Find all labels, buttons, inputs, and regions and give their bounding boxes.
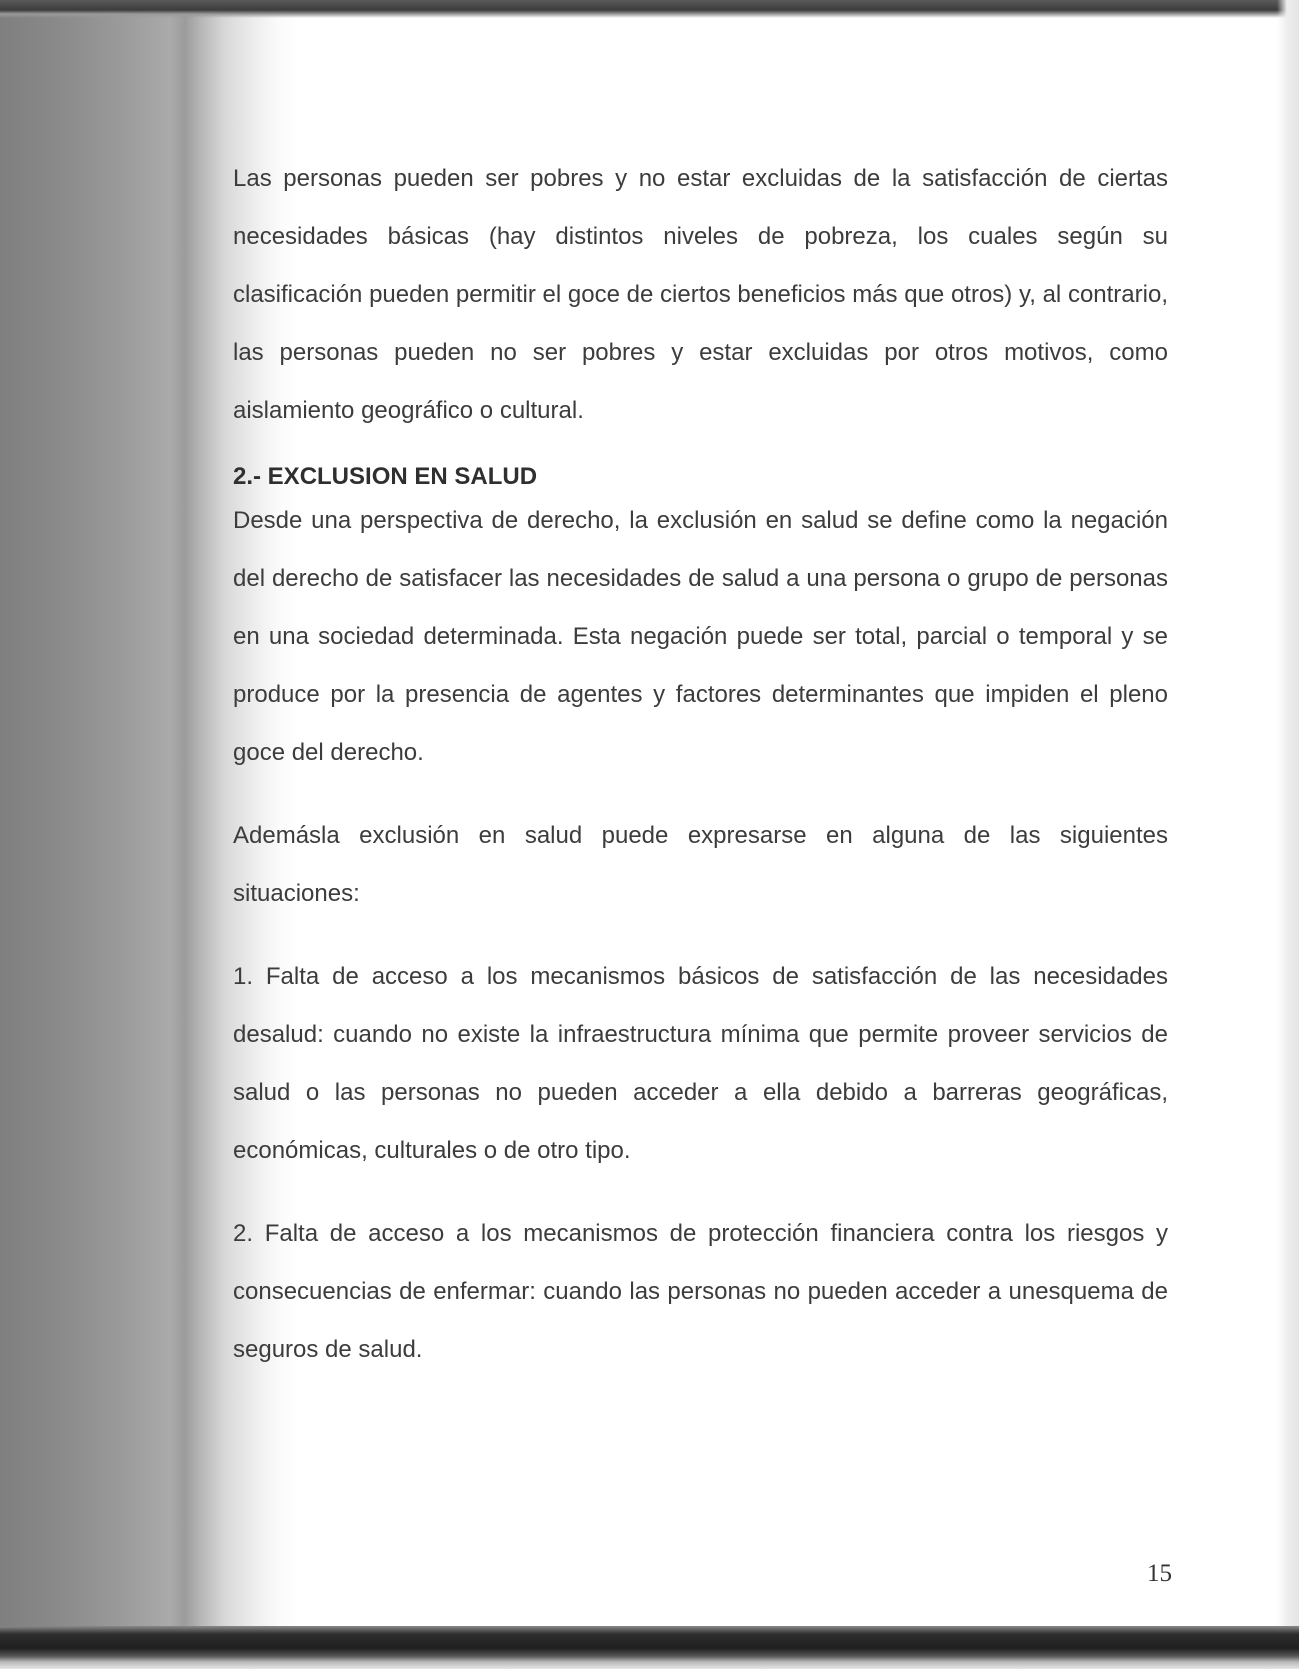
paragraph-situations-intro: Ademásla exclusión en salud puede expresarse en alguna de las siguientes situaciones: <box>233 822 1168 907</box>
bottom-scan-edge <box>0 1626 1299 1669</box>
list-item-1: 1. Falta de acceso a los mecanismos básicos de satisfacción de las necesidades desalud: cuando no existe la infraestructura mínima que permite proveer servicios de salud o las personas no pueden acceder a ella debido a barreras geográficas, económicas, culturales o de otro tipo. <box>233 963 1168 1164</box>
page-number: 15 <box>1147 1560 1172 1587</box>
paragraph-definition: Desde una perspectiva de derecho, la exclusión en salud se define como la negación del derecho de satisfacer las necesidades de salud a una persona o grupo de personas en una sociedad determinada. Esta negación puede ser total, parcial o temporal y se produce por la presencia de agentes y factores determinantes que impiden el pleno goce del derecho. <box>233 507 1168 766</box>
section-heading: 2.- EXCLUSION EN SALUD <box>233 463 538 490</box>
list-item-2: 2. Falta de acceso a los mecanismos de protección financiera contra los riesgos y consecuencias de enfermar: cuando las personas no pueden acceder a unesquema de seguros de salud. <box>233 1220 1168 1363</box>
paragraph-intro: Las personas pueden ser pobres y no estar excluidas de la satisfacción de ciertas necesidades básicas (hay distintos niveles de pobreza, los cuales según su clasificación pueden permitir el goce de ciertos beneficios más que otros) y, al contrario, las personas pueden no ser pobres y estar excluidas por otros motivos, como aislamiento geográfico o cultural. <box>233 165 1168 424</box>
right-scan-edge <box>1277 0 1299 1669</box>
top-scan-edge <box>0 0 1299 18</box>
page-body <box>233 150 1168 1379</box>
